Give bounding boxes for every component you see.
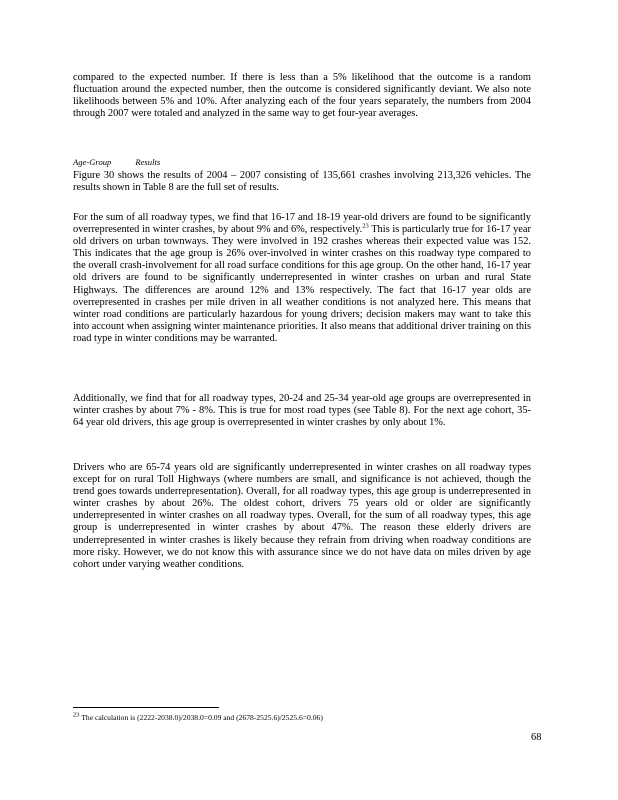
footnote-reference-23: 23 (362, 222, 369, 230)
footnote-text: The calculation is (2222-2038.0)/2038.0=0.09 and (2678-2525.6)/2525.6=0.06) (79, 713, 323, 722)
subheading-age-group: Age-Group (73, 157, 112, 167)
paragraph-elderly-drivers: Drivers who are 65-74 years old are significantly underrepresented in winter crashes on all roadway types except for on rural Toll Highways (where numbers are small, and significance is not achieved, though the trend goes towards underrepresentation). Overall, for all roadway types, this age group is underrepresented in winter crashes by about 26%. The oldest cohort, drivers 75 years old or older are significantly underrepresented in winter crashes on all roadway types. Overall, for the sum of all roadway types, this age group is underrepresented in winter crashes by about 47%. The reason these elderly drivers are underrepresented in winter crashes is likely because they refrain from driving when roadway conditions are more risky. However, we do not know this with assurance since we do not have data on miles driven by age cohort under varying weather conditions. (73, 462, 531, 570)
paragraph-young-drivers (73, 212, 531, 345)
footnote-marker: 23 (73, 711, 80, 719)
page-number: 68 (531, 732, 542, 743)
footnote-divider (73, 707, 219, 708)
footnote (73, 713, 323, 723)
paragraph-figure-30-summary: Figure 30 shows the results of 2004 – 2007 consisting of 135,661 crashes involving 213,326 vehicles. The results shown in Table 8 are the full set of results. (73, 170, 531, 194)
paragraph-young-drivers-start: For the sum of all roadway types, we find that 16-17 and 18-19 year-old drivers are found to be significantly overrepresented in winter crashes, by about 9% and 6%, respectively. (73, 212, 531, 236)
subheading-results: Results (135, 157, 161, 167)
paragraph-middle-age-drivers: Additionally, we find that for all roadway types, 20-24 and 25-34 year-old age groups are overrepresented in winter crashes by about 7% - 8%. This is true for most road types (see Table 8). For the next age cohort, 35-64 year old drivers, this age group is overrepresented in winter crashes by only about 1%. (73, 393, 531, 429)
paragraph-young-drivers-rest: This is particularly true for 16-17 year old drivers on urban townways. They were involved in 192 crashes whereas their expected value was 152. This indicates that the age group is 26% over-involved in winter crashes on this roadway type compared to the overall crash-involvement for all road surface conditions for this age group. On the other hand, 16-17 year old drivers are found to be significantly underrepresented in winter crashes on urban and rural State Highways. The differences are around 12% and 13% respectively. The fact that 16-17 year olds are overrepresented in crashes per mile driven in all weather conditions is not analyzed here. This means that winter road conditions are particularly hazardous for young drivers; decision makers may want to take this into account when assigning winter maintenance priorities. It also means that additional driver training on this road type in winter conditions may be warranted. (73, 224, 531, 344)
section-subheading (73, 157, 160, 168)
paragraph-methodology: compared to the expected number. If there is less than a 5% likelihood that the outcome is a random fluctuation around the expected number, then the outcome is considered significantly deviant. We also note likelihoods between 5% and 10%. After analyzing each of the four years separately, the numbers from 2004 through 2007 were totaled and analyzed in the same way to get four-year averages. (73, 72, 531, 120)
